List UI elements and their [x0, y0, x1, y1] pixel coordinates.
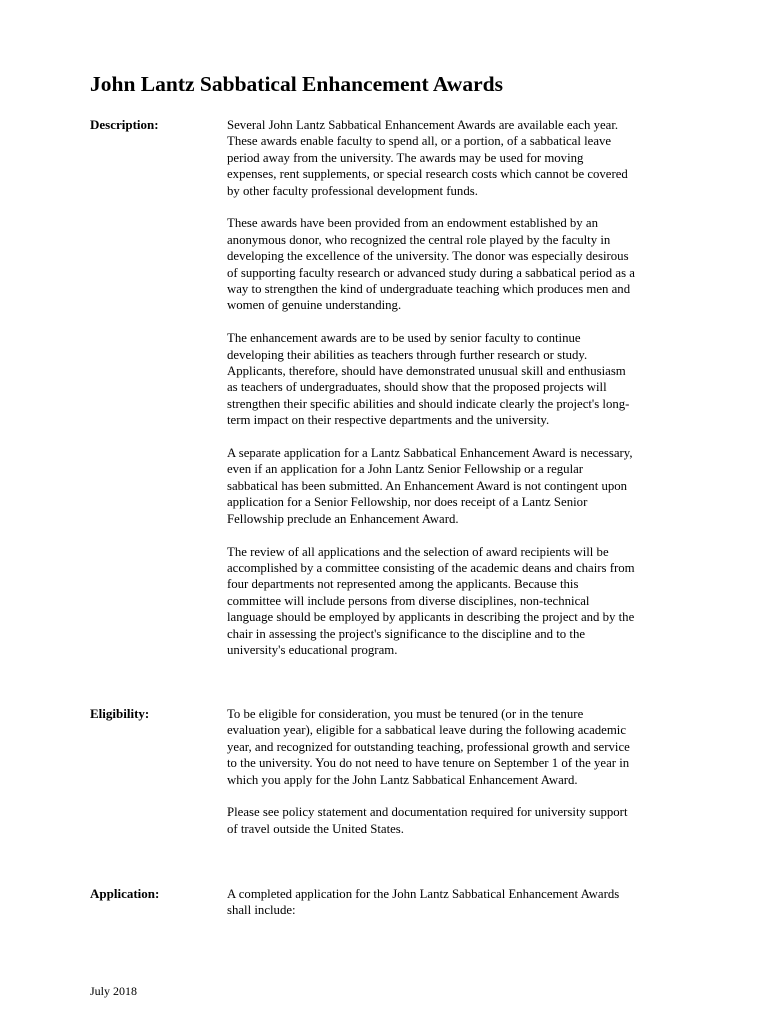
description-body — [227, 117, 635, 658]
application-paragraph: A completed application for the John Lantz Sabbatical Enhancement Awards shall include: — [227, 887, 620, 918]
application-label: Application: — [90, 886, 160, 901]
description-paragraph: These awards have been provided from an endowment established by an anonymous donor, who recognized the central role played by the faculty in developing the excellence of the university. The donor was especially desirous of supporting faculty research or advanced study during a sabbatical period as a way to strengthen the kind of undergraduate teaching which produces men and women of genuine understanding. — [227, 216, 635, 313]
description-paragraph: A separate application for a Lantz Sabbatical Enhancement Award is necessary, even if an application for a John Lantz Senior Fellowship or a regular sabbatical has been submitted. An Enhancement Award is not contingent upon application for a Senior Fellowship, nor does receipt of a Lantz Senior Fellowship preclude an Enhancement Award. — [227, 446, 633, 526]
description-paragraph: The review of all applications and the selection of award recipients will be accomplished by a committee consisting of the academic deans and chairs from four departments not represented among the applicants. Because this committee will include persons from diverse disciplines, non-technical language should be employed by applicants in describing the project and by the chair in assessing the project's significance to the discipline and to the university's educational program. — [227, 544, 635, 657]
page-title: John Lantz Sabbatical Enhancement Awards — [90, 72, 503, 96]
footer-date: July 2018 — [90, 984, 138, 998]
description-label: Description: — [90, 117, 159, 132]
eligibility-paragraph: To be eligible for consideration, you must be tenured (or in the tenure evaluation year), eligible for a sabbatical leave during the following academic year, and recognized for outstanding teaching, professional growth and service to the university. You do not need to have tenure on September 1 of the year in which you apply for the John Lantz Sabbatical Enhancement Award. — [227, 707, 630, 787]
eligibility-label: Eligibility: — [90, 706, 150, 721]
eligibility-body — [227, 706, 635, 837]
eligibility-paragraph: Please see policy statement and documentation required for university support of travel outside the United States. — [227, 805, 628, 836]
description-paragraph: Several John Lantz Sabbatical Enhancement Awards are available each year. These awards enable faculty to spend all, or a portion, of a sabbatical leave period away from the university. The awards may be used for moving expenses, rent supplements, or special research costs which cannot be covered by other faculty professional development funds. — [227, 118, 628, 198]
description-paragraph: The enhancement awards are to be used by senior faculty to continue developing their abilities as teachers through further research or study. Applicants, therefore, should have demonstrated unusual skill and enthusiasm as teachers of undergraduates, should show that the proposed projects will strengthen their specific abilities and should indicate clearly the project's long-term impact on their respective departments and the university. — [227, 331, 630, 428]
application-body — [227, 886, 635, 919]
